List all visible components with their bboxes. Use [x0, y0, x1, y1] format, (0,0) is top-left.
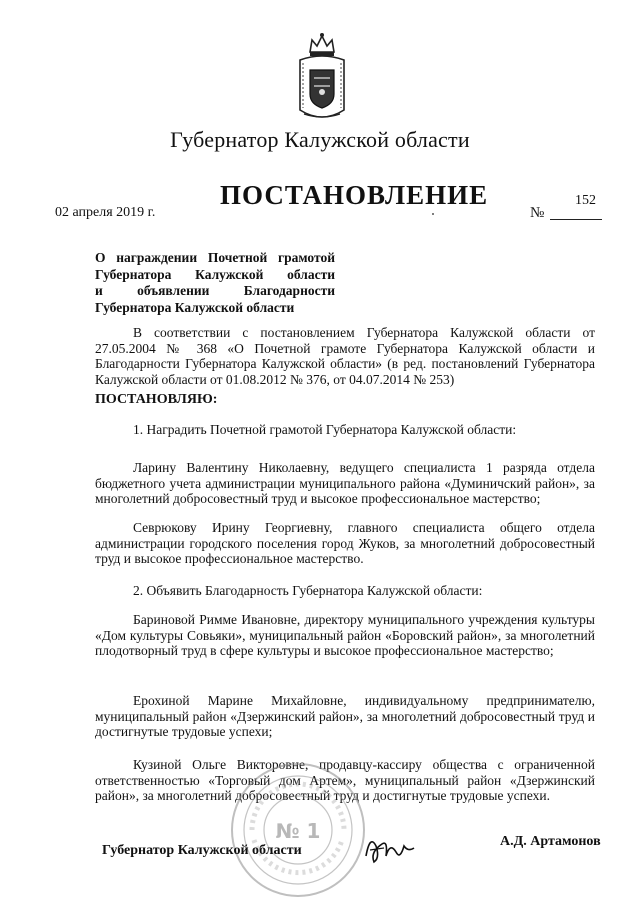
recipient-paragraph: Севрюкову Ирину Георгиевну, главного специалиста общего отдела администрации городского поселения город Жуков, за многолетний добросовестный труд и высокое профессиональное мастерство. [95, 520, 595, 566]
document-number-label: № [530, 205, 545, 221]
scan-speck [432, 213, 434, 215]
item-2-heading: 2. Объявить Благодарность Губернатора Калужской области: [133, 583, 483, 598]
signatory-name: А.Д. Артамонов [500, 834, 601, 849]
subject-line: Губернатора Калужской области [95, 266, 335, 282]
subject-line: и объявлении Благодарности [95, 283, 335, 298]
official-stamp [228, 760, 368, 900]
preamble-paragraph: В соответствии с постановлением Губернатора Калужской области от 27.05.2004 № 368 «О Почетной грамоте Губернатора Калужской области и Благодарности Губернатора Калужской области» (в ред. постановлений Губернатора Калужской области от 01.08.2012 № 376, от 04.07.2014 № 253) [95, 325, 595, 387]
issuer-title: Губернатор Калужской области [170, 127, 470, 152]
document-date: 02 апреля 2019 г. [55, 205, 156, 220]
document-number: 152 [575, 193, 596, 208]
coat-of-arms-icon [296, 30, 348, 126]
recipient-paragraph: Бариновой Римме Ивановне, директору муниципального учреждения культуры «Дом культуры Совьяки», муниципальный район «Боровский район», за многолетний плодотворный труд в сфере культуры и высокое профессиональное мастерство; [95, 612, 595, 658]
subject-line: Губернатора Калужской области [95, 299, 295, 315]
handwritten-signature [360, 822, 420, 872]
subject-line: О награждении Почетной грамотой [95, 250, 335, 265]
document-number-line [550, 219, 602, 220]
recipient-paragraph: Ларину Валентину Николаевну, ведущего специалиста 1 разряда отдела бюджетного учета администрации муниципального района «Думиничский район», за многолетний добросовестный труд и высокое профессиональное мастерство; [95, 460, 595, 506]
recipient-paragraph: Ерохиной Марине Михайловне, индивидуальному предпринимателю, муниципальный район «Дзержинский район», за многолетний добросовестный труд и достигнутые трудовые успехи; [95, 693, 595, 739]
recipient-paragraph: Кузиной Ольге Викторовне, продавцу-кассиру общества с ограниченной ответственностью «Торговый дом Артем», муниципальный район «Дзержинский район», за многолетний добросовестный труд и достигнутые трудовые успехи. [95, 757, 595, 803]
stamp-number: № 1 [275, 819, 321, 843]
signatory-title: Губернатор Калужской области [102, 843, 302, 858]
item-1-heading: 1. Наградить Почетной грамотой Губернатора Калужской области: [133, 422, 517, 437]
document-subject [95, 250, 335, 316]
document-type: ПОСТАНОВЛЕНИЕ [220, 180, 489, 210]
resolve-heading: ПОСТАНОВЛЯЮ: [95, 392, 218, 407]
